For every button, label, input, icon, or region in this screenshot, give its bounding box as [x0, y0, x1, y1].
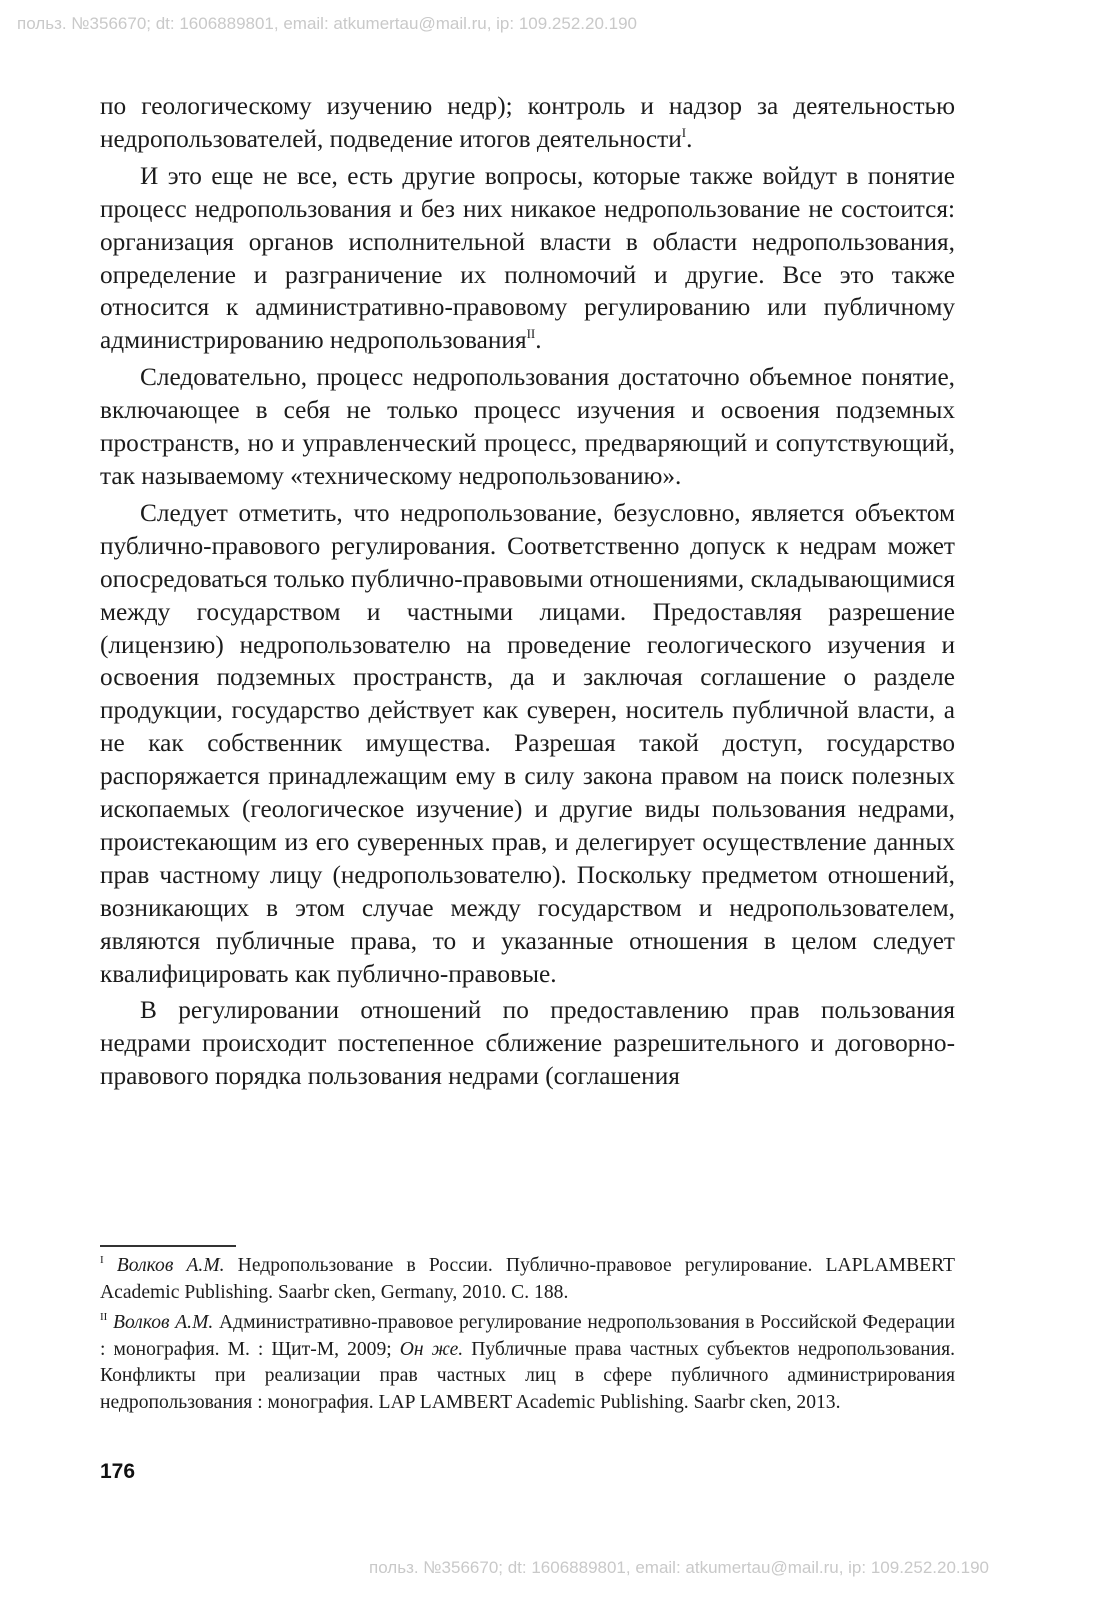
paragraph-2-text: И это еще не все, есть другие вопросы, которые также войдут в понятие процесс недропользования и без них никакое недропользование не состоится: организация органов исполнительной власти в области недропользования, определение и разграничение их полномочий и другие. Все это также относится к административно-правовому регулированию или публичному администрированию недропользования: [100, 161, 955, 355]
footnotes: [100, 1253, 955, 1420]
paragraph-1-tail: .: [686, 124, 693, 153]
page-number: 176: [100, 1460, 136, 1483]
footnote-1-mark: I: [100, 1254, 104, 1266]
footnote-divider: [100, 1245, 236, 1247]
footnote-1: [100, 1253, 955, 1306]
footnote-ref-2: II: [526, 326, 536, 342]
paragraph-3: Следовательно, процесс недропользования достаточно объемное понятие, включающее в себя не только процесс изучения и освоения подземных пространств, но и управленческий процесс, предваряющий и сопутствующий, так называемому «техническому недропользованию».: [100, 363, 955, 490]
paragraph-1: [100, 90, 955, 156]
paragraph-2-tail: .: [535, 326, 542, 355]
footnote-2: [100, 1310, 955, 1416]
paragraph-1-text: по геологическому изучению недр); контроль и надзор за деятельностью недропользователей, подведение итогов деятельности: [100, 92, 955, 153]
footnote-1-author: Волков А.М.: [116, 1255, 225, 1276]
footnote-2-mark: II: [100, 1311, 108, 1323]
watermark-top: польз. №356670; dt: 1606889801, email: atkumertau@mail.ru, ip: 109.252.20.190: [17, 14, 638, 33]
paragraph-4: Следует отметить, что недропользование, безусловно, является объектом публично-правового регулирования. Соответственно допуск к недрам может опосредоваться только публично-правовыми отношениями, складывающимися между государством и частными лицами. Предоставляя разрешение (лицензию) недропользователю на проведение геологического изучения и освоения подземных пространств, да и заключая соглашение о разделе продукции, государство действует как суверен, носитель публичной власти, а не как собственник имущества. Разрешая такой доступ, государство распоряжается принадлежащим ему в силу закона правом на поиск полезных ископаемых (геологическое изучение) и другие виды пользования недрами, проистекающим из его суверенных прав, и делегирует осуществление данных прав частному лицу (недропользователю). Поскольку предметом отношений, возникающих в этом случае между государством и недропользователем, являются публичные права, то и указанные отношения в целом следует квалифицировать как публично-правовые.: [100, 498, 955, 988]
watermark-bottom: польз. №356670; dt: 1606889801, email: atkumertau@mail.ru, ip: 109.252.20.190: [369, 1558, 990, 1577]
paragraph-2: [100, 160, 955, 357]
main-text: [100, 90, 955, 1097]
footnote-2-text: Административно-правовое регулирование недропользования в Российской Федерации : монография. М. : Щит-М, 2009;: [100, 1312, 955, 1360]
footnote-2-text-2: Публичные права частных субъектов недропользования. Конфликты при реализации прав частных лиц в сфере публичного администрирования недропользования : монография. LAP LAMBERT Academic Publishing. Saarbr cken, 2013.: [100, 1338, 955, 1413]
footnote-1-text: Недропользование в России. Публично-правовое регулирование. LAPLAMBERT Academic Publishing. Saarbr cken, Germany, 2010. С. 188.: [100, 1255, 955, 1303]
footnote-2-author-2: Он же.: [399, 1338, 464, 1360]
footnote-2-author: Волков А.М.: [113, 1312, 214, 1333]
paragraph-5: В регулировании отношений по предоставлению прав пользования недрами происходит постепенное сближение разрешительного и договорно-правового порядка пользования недрами (соглашения: [100, 996, 955, 1091]
footnote-ref-1: I: [681, 124, 687, 140]
